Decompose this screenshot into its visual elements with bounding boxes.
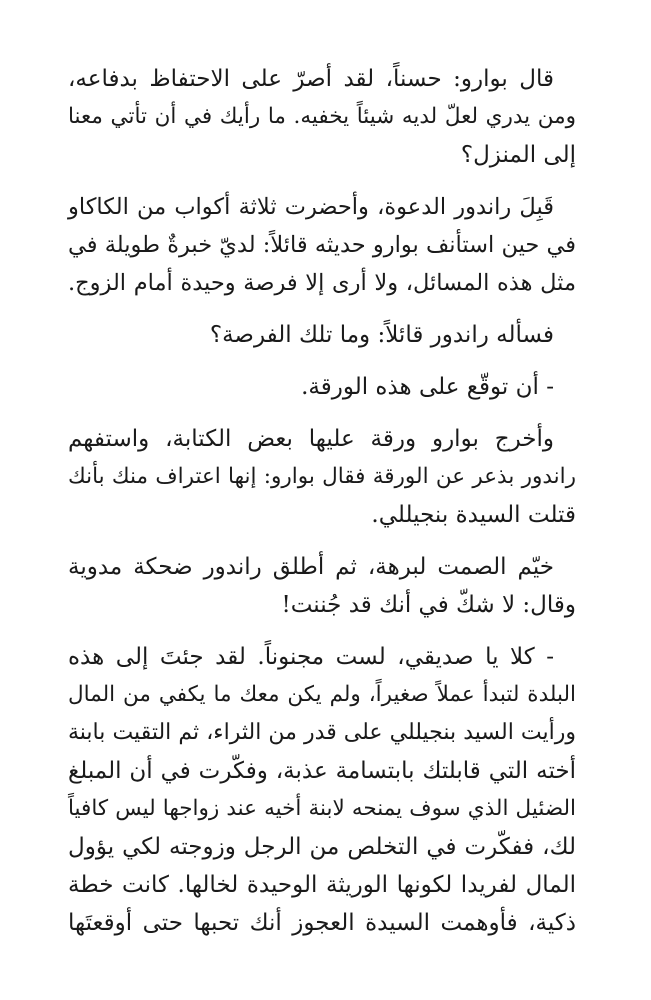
paragraph-5 [68, 420, 576, 534]
paragraph-2 [68, 188, 576, 302]
text-line: أخته التي قابلتك بابتسامة عذبة، وفكّرت في أن المبلغ [68, 758, 576, 784]
text-line: وقال: لا شكّ في أنك قد جُننت! [281, 592, 576, 618]
text-line: ومن يدري لعلّ لديه شيئاً يخفيه. ما رأيك في أن تأتي معنا [68, 104, 576, 129]
text-line: الضئيل الذي سوف يمنحه لابنة أخيه عند زواجها ليس كافياً [68, 796, 576, 821]
text-line: - كلا يا صديقي، لست مجنوناً. لقد جئتَ إلى هذه [68, 644, 554, 670]
text-line: البلدة لتبدأ عملاً صغيراً، ولم يكن معك ما يكفي من المال [68, 682, 576, 707]
text-line: خيّم الصمت لبرهة، ثم أطلق راندور ضحكة مدوية [68, 554, 554, 580]
text-line: المال لفريدا لكونها الوريثة الوحيدة لخالها. كانت خطة [68, 872, 576, 898]
paragraph-4 [68, 368, 576, 406]
text-line: فسأله راندور قائلاً: وما تلك الفرصة؟ [209, 322, 554, 348]
text-line: - أن توقّع على هذه الورقة. [301, 374, 554, 400]
text-line: مثل هذه المسائل، ولا أرى إلا فرصة وحيدة أمام الزوج. [68, 270, 576, 296]
text-line: ذكية، فأوهمت السيدة العجوز أنك تحبها حتى أوقعتَها [68, 910, 576, 936]
paragraph-6 [68, 548, 576, 624]
text-line: راندور بذعر عن الورقة فقال بوارو: إنها اعتراف منك بأنك [68, 464, 576, 489]
text-line: قال بوارو: حسناً، لقد أصرّ على الاحتفاظ بدفاعه، [68, 66, 554, 92]
text-line: قتلت السيدة بنجيللي. [371, 502, 576, 528]
text-line: ورأيت السيد بنجيللي على قدر من الثراء، ثم التقيت بابنة [68, 720, 576, 745]
text-line: قَبِلَ راندور الدعوة، وأحضرت ثلاثة أكواب من الكاكاو [68, 194, 554, 220]
paragraph-7 [68, 638, 576, 942]
text-line: وأخرج بوارو ورقة عليها بعض الكتابة، واستفهم [68, 426, 554, 452]
text-line: إلى المنزل؟ [460, 142, 576, 168]
text-line: لك، ففكّرت في التخلص من الرجل وزوجته لكي يؤول [68, 834, 576, 860]
paragraph-1 [68, 60, 576, 174]
page-text [68, 60, 576, 956]
paragraph-3 [68, 316, 576, 354]
text-line: في حين استأنف بوارو حديثه قائلاً: لديّ خبرةٌ طويلة في [68, 232, 576, 258]
